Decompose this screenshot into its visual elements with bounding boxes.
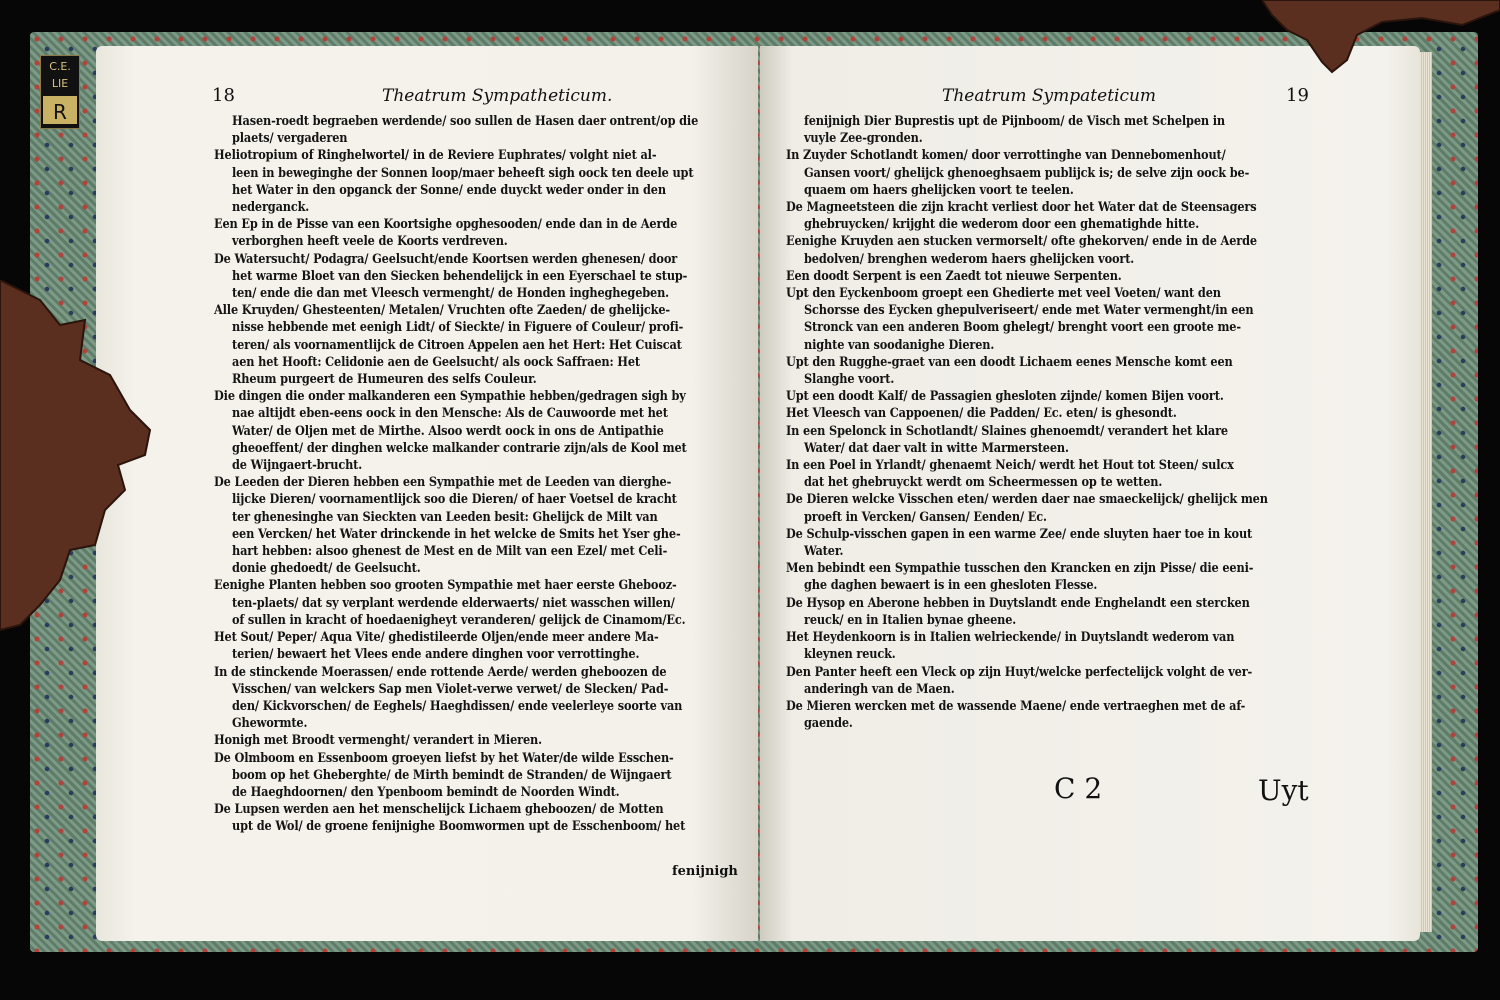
text-line: In Zuyder Schotlandt komen/ door verrottinghe van Dennebomenhout/	[786, 147, 1226, 163]
right-page-text	[786, 112, 1316, 731]
text-line: of sullen in kracht of hoedaenigheyt veranderen/ gelijck de Cinamom/Ec.	[232, 611, 686, 627]
text-line: upt de Wol/ de groene fenijnighe Boomwormen upt de Esschenboom/ het	[232, 818, 686, 834]
text-line: Upt den Eyckenboom groept een Ghedierte met veel Voeten/ want den	[786, 285, 1221, 301]
page-weight-left	[0, 280, 160, 640]
text-line: Water/ dat daer valt in witte Marmersteen.	[804, 439, 1069, 455]
text-line: lijcke Dieren/ voornamentlijck soo die Dieren/ of haer Voetsel de kracht	[232, 491, 677, 507]
page-edges	[1418, 52, 1432, 932]
label-line-1: C.E.	[49, 60, 71, 73]
text-line: quaem om haers ghelijcken voort te teelen.	[804, 181, 1074, 197]
text-line: Upt den Rugghe-graet van een doodt Lichaem eenes Mensche komt een	[786, 353, 1233, 369]
text-line: Ghewormte.	[232, 715, 308, 731]
left-running-head: Theatrum Sympatheticum.	[382, 86, 613, 106]
label-line-3: R	[43, 96, 77, 124]
text-line: Water/ de Oljen met de Mirthe. Alsoo werdt oock in ons de Antipathie	[232, 422, 664, 438]
spine-label	[40, 55, 80, 129]
text-line: de Wijngaert-brucht.	[232, 457, 363, 473]
text-line: De Olmboom en Essenboom groeyen liefst by het Water/de wilde Esschen-	[214, 749, 674, 765]
text-line: ter ghenesinghe van Sieckten van Leeden besit: Ghelijck de Milt van	[232, 508, 658, 524]
text-line: den/ Kickvorschen/ de Eeghels/ Haeghdissen/ ende veelerleye soorte van	[232, 697, 683, 713]
right-page	[760, 46, 1420, 941]
page-weight-right	[1262, 0, 1500, 80]
text-line: De Mieren wercken met de wassende Maene/ ende vertraeghen met de af-	[786, 697, 1246, 713]
text-line: Stronck van een anderen Boom ghelegt/ brenght voort een groote me-	[804, 319, 1241, 335]
text-line: een Vercken/ het Water drinckende in het welcke de Smits het Yser ghe-	[232, 525, 681, 541]
text-line: Honigh met Broodt vermenght/ verandert in Mieren.	[214, 732, 542, 748]
signature-mark: C 2	[1054, 772, 1103, 805]
text-line: gheoeffent/ der dinghen welcke malkander contrarie zijn/als de Kool met	[232, 439, 687, 455]
right-page-number: 19	[1286, 85, 1309, 106]
text-line: Een doodt Serpent is een Zaedt tot nieuwe Serpenten.	[786, 267, 1122, 283]
text-line: Eenighe Planten hebben soo grooten Sympathie met haer eerste Ghebooz-	[214, 577, 677, 593]
text-line: De Schulp-visschen gapen in een warme Zee/ ende sluyten haer toe in kout	[786, 525, 1253, 541]
text-line: Visschen/ van welckers Sap men Violet-verwe verwet/ de Slecken/ Pad-	[232, 680, 669, 696]
text-line: aen het Hooft: Celidonie aen de Geelsucht/ als oock Saffraen: Het	[232, 353, 640, 369]
text-line: Het Vleesch van Cappoenen/ die Padden/ Ec. eten/ is ghesondt.	[786, 405, 1177, 421]
text-line: In een Poel in Yrlandt/ ghenaemt Neich/ werdt het Hout tot Steen/ sulcx	[786, 457, 1234, 473]
left-page-text	[214, 112, 742, 835]
text-line: De Watersucht/ Podagra/ Geelsucht/ende Koortsen werden ghenesen/ door	[214, 250, 678, 266]
text-line: ghe daghen bewaert is in een ghesloten Flesse.	[804, 577, 1098, 593]
text-line: Alle Kruyden/ Ghesteenten/ Metalen/ Vruchten ofte Zaeden/ de ghelijcke-	[214, 302, 670, 318]
text-line: nighte van soodanighe Dieren.	[804, 336, 995, 352]
text-line: De Leeden der Dieren hebben een Sympathie met de Leeden van dierghe-	[214, 474, 672, 490]
text-line: Die dingen die onder malkanderen een Sympathie hebben/gedragen sigh by	[214, 388, 686, 404]
text-line: plaets/ vergaderen	[232, 130, 348, 146]
text-line: Rheum purgeert de Humeuren des selfs Couleur.	[232, 371, 537, 387]
right-running-head: Theatrum Sympateticum	[942, 86, 1157, 106]
text-line: het Water in den opganck der Sonne/ ende duyckt weder onder in den	[232, 181, 666, 197]
text-line: anderingh van de Maen.	[804, 680, 955, 696]
text-line: terien/ bewaert het Vlees ende andere dinghen voor verrottinghe.	[232, 646, 640, 662]
right-catchword: Uyt	[1258, 774, 1309, 807]
text-line: ghebruycken/ krijght die wederom door een ghematighde hitte.	[804, 216, 1200, 232]
text-line: In een Spelonck in Schotlandt/ Slaines ghenoemdt/ verandert het klare	[786, 422, 1228, 438]
text-line: Heliotropium of Ringhelwortel/ in de Reviere Euphrates/ volght niet al-	[214, 147, 657, 163]
text-line: Het Sout/ Peper/ Aqua Vite/ ghedistileerde Oljen/ende meer andere Ma-	[214, 629, 659, 645]
text-line: nae altijdt eben-eens oock in den Mensche: Als de Cauwoorde met het	[232, 405, 668, 421]
text-line: donie ghedoedt/ de Geelsucht.	[232, 560, 421, 576]
left-page-number: 18	[212, 85, 235, 106]
text-line: de Haeghdoornen/ den Ypenboom bemindt de Noorden Windt.	[232, 783, 620, 799]
text-line: reuck/ en in Italien bynae gheene.	[804, 611, 1017, 627]
text-line: Men bebindt een Sympathie tusschen den Krancken en zijn Pisse/ die eeni-	[786, 560, 1254, 576]
text-line: Slanghe voort.	[804, 371, 895, 387]
text-line: ten-plaets/ dat sy verplant werdende elderwaerts/ niet wasschen willen/	[232, 594, 675, 610]
text-line: Schorsse des Eycken ghepulveriseert/ ende met Water vermenght/in een	[804, 302, 1254, 318]
text-line: Het Heydenkoorn is in Italien welrieckende/ in Duytslandt wederom van	[786, 629, 1235, 645]
text-line: Upt een doodt Kalf/ de Passagien ghesloten zijnde/ komen Bijen voort.	[786, 388, 1224, 404]
text-line: vuyle Zee-gronden.	[804, 130, 923, 146]
text-line: dat het ghebruyckt werdt om Scheermessen op te wetten.	[804, 474, 1163, 490]
text-line: boom op het Gheberghte/ de Mirth bemindt de Stranden/ de Wijngaert	[232, 766, 672, 782]
label-line-2: LIE	[51, 77, 69, 90]
text-line: De Lupsen werden aen het menschelijck Lichaem gheboozen/ de Motten	[214, 801, 664, 817]
text-line: Den Panter heeft een Vleck op zijn Huyt/welcke perfectelijck volght de ver-	[786, 663, 1253, 679]
text-line: De Hysop en Aberone hebben in Duytslandt ende Enghelandt een stercken	[786, 594, 1250, 610]
text-line: hart hebben: alsoo ghenest de Mest en de Milt van een Ezel/ met Celi-	[232, 543, 668, 559]
text-line: ten/ ende die dan met Vleesch vermenght/ de Honden ingheghegeben.	[232, 285, 669, 301]
text-line: verborghen heeft veele de Koorts verdreven.	[232, 233, 508, 249]
text-line: nederganck.	[232, 199, 310, 215]
text-line: gaende.	[804, 715, 853, 731]
text-line: Gansen voort/ ghelijck ghenoeghsaem publijck is; de selve zijn oock be-	[804, 164, 1250, 180]
text-line: bedolven/ brenghen wederom haers ghelijcken voort.	[804, 250, 1135, 266]
text-line: het warme Bloet van den Siecken behendelijck in een Eyerschael te stup-	[232, 267, 688, 283]
text-line: proeft in Vercken/ Gansen/ Eenden/ Ec.	[804, 508, 1047, 524]
text-line: leen in beweginghe der Sonnen loop/maer beheeft sigh oock ten deele upt	[232, 164, 694, 180]
text-line: Eenighe Kruyden aen stucken vermorselt/ ofte ghekorven/ ende in de Aerde	[786, 233, 1257, 249]
text-line: kleynen reuck.	[804, 646, 896, 662]
text-line: De Dieren welcke Visschen eten/ werden daer nae smaeckelijck/ ghelijck men	[786, 491, 1268, 507]
text-line: Een Ep in de Pisse van een Koortsighe opghesooden/ ende dan in de Aerde	[214, 216, 678, 232]
text-line: In de stinckende Moerassen/ ende rottende Aerde/ werden gheboozen de	[214, 663, 667, 679]
text-line: Water.	[804, 543, 844, 559]
left-page	[96, 46, 758, 941]
text-line: fenijnigh Dier Buprestis upt de Pijnboom/ de Visch met Schelpen in	[804, 113, 1225, 128]
text-line: De Magneetsteen die zijn kracht verliest door het Water dat de Steensagers	[786, 199, 1257, 215]
text-line: teren/ als voornamentlijck de Citroen Appelen aen het Hert: Het Cuiscat	[232, 336, 682, 352]
left-catchword: fenijnigh	[672, 864, 738, 879]
text-line: nisse hebbende met eenigh Lidt/ of Sieckte/ in Figuere of Couleur/ profi-	[232, 319, 684, 335]
text-line: Hasen-roedt begraeben werdende/ soo sullen de Hasen daer ontrent/op die	[232, 113, 699, 128]
